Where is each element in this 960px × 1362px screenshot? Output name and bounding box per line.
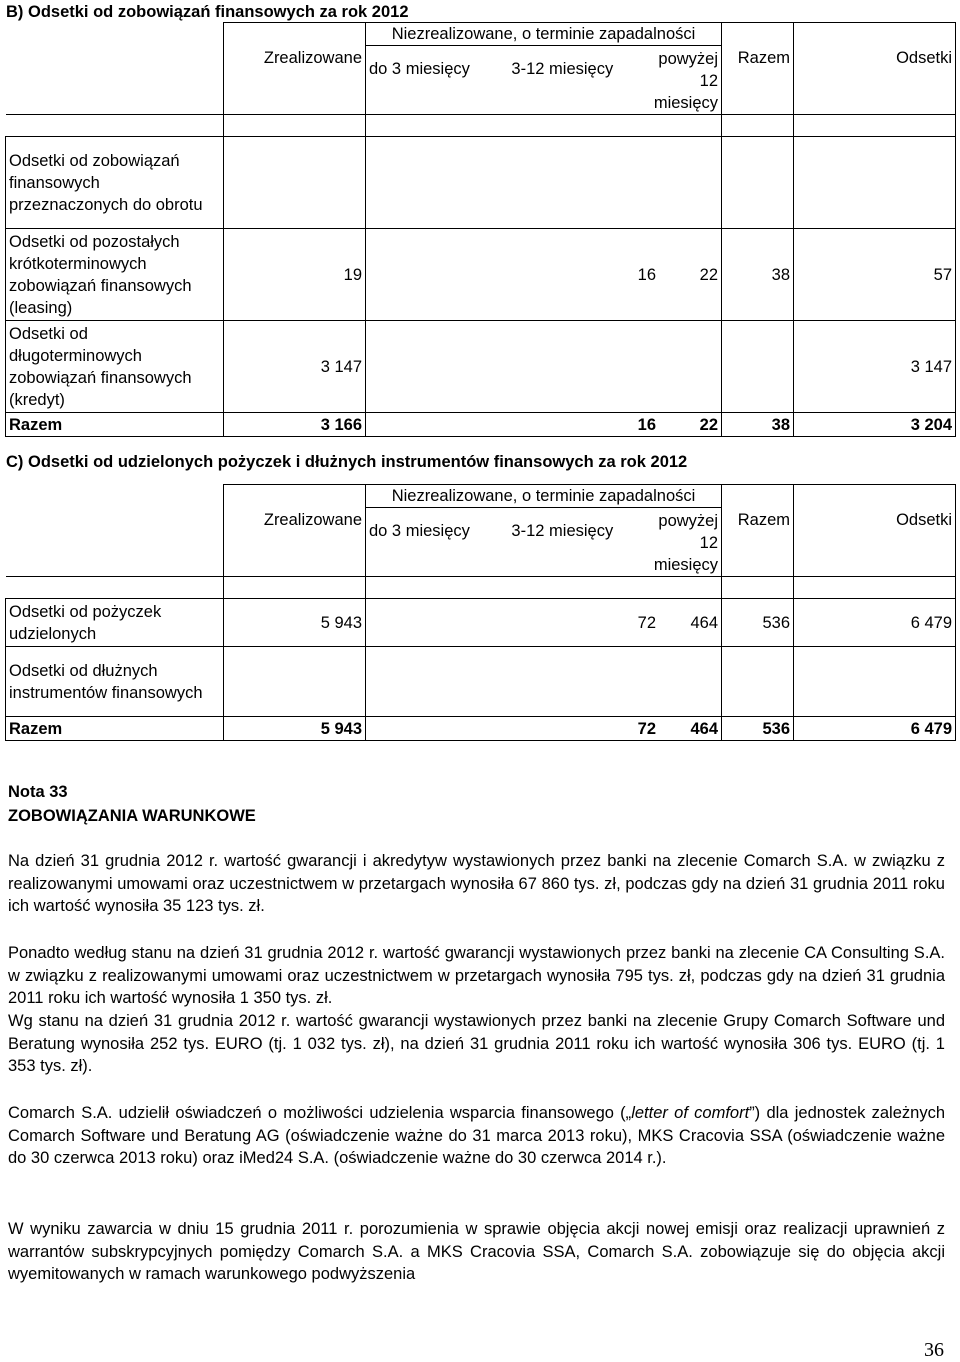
cell-zrealizowane: 3 147 <box>224 321 366 413</box>
section-b-title: B) Odsetki od zobowiązań finansowych za rok 2012 <box>6 3 409 21</box>
row-label: Odsetki od dłużnych instrumentów finansowych <box>6 647 224 717</box>
total-odsetki: 3 204 <box>794 413 956 437</box>
header-zrealizowane: Zrealizowane <box>224 23 366 115</box>
total-zrealizowane: 5 943 <box>224 717 366 741</box>
header-3-12: 3-12 miesięcy <box>511 60 614 78</box>
section-c-title: C) Odsetki od udzielonych pożyczek i dłużnych instrumentów finansowych za rok 2012 <box>6 453 688 471</box>
table-row <box>6 229 956 321</box>
table-row <box>6 599 956 647</box>
total-do3 <box>366 718 514 740</box>
table-header-row <box>6 23 956 115</box>
total-do3 <box>366 414 514 436</box>
header-3-12: 3-12 miesięcy <box>511 522 614 540</box>
nota-number: Nota 33 <box>8 783 68 801</box>
nota-heading: ZOBOWIĄZANIA WARUNKOWE <box>8 807 256 825</box>
total-odsetki: 6 479 <box>794 717 956 741</box>
cell-3-12: 16 <box>637 265 656 284</box>
header-razem: Razem <box>722 485 794 577</box>
cell-zrealizowane: 19 <box>224 229 366 321</box>
p4-letter-of-comfort: letter of comfort <box>631 1104 750 1122</box>
row-label: Odsetki od pozostałych krótkoterminowych zobowiązań finansowych (leasing) <box>6 229 224 321</box>
header-powyzej-line1: powyżej 12 <box>658 50 719 90</box>
row-label: Odsetki od pożyczek udzielonych <box>6 599 224 647</box>
total-3-12: 72 <box>637 719 656 738</box>
table-header-row <box>6 485 956 577</box>
cell-do3 <box>366 612 514 634</box>
total-zrealizowane: 3 166 <box>224 413 366 437</box>
page-number: 36 <box>924 1339 944 1361</box>
header-odsetki: Odsetki <box>794 23 956 115</box>
nota-paragraph-5: W wyniku zawarcia w dniu 15 grudnia 2011 r. porozumienia w sprawie objęcia akcji nowej emisji oraz realizacji uprawnień z warrantów subskrypcyjnych pomiędzy Comarch S.A. a MKS Cracovia SSA, Comarch S.A. zobowiązuje się do objęcia akcji wyemitowanych w ramach warunkowego podwyższenia <box>8 1220 945 1283</box>
cell-razem: 536 <box>722 599 794 647</box>
header-zrealizowane: Zrealizowane <box>224 485 366 577</box>
cell-do3 <box>366 264 514 286</box>
nota-paragraph-1: Na dzień 31 grudnia 2012 r. wartość gwarancji i akredytyw wystawionych przez banki na zlecenie Comarch S.A. w związku z realizowanymi umowami oraz uczestnictwem w przetargach wynosiła 67 860 tys. zł, podczas gdy na dzień 31 grudnia 2011 roku ich wartość wynosiła 35 123 tys. zł. <box>8 852 945 915</box>
table-total-row <box>6 413 956 437</box>
cell-odsetki: 57 <box>794 229 956 321</box>
total-label: Razem <box>6 413 224 437</box>
cell-odsetki: 3 147 <box>794 321 956 413</box>
header-do3: do 3 miesięcy <box>369 60 470 78</box>
cell-powyzej: 464 <box>690 613 719 632</box>
interest-loans-table <box>5 484 956 741</box>
header-powyzej-line2: miesięcy <box>653 556 719 574</box>
cell-odsetki: 6 479 <box>794 599 956 647</box>
header-niezrealizowane-group <box>366 485 722 577</box>
p4-text-after: ”) dla jednostek zależnych Comarch Software und Beratung AG (oświadczenie ważne do 31 marca 2013 roku), MKS Cracovia SSA (oświadczenie ważne do 30 czerwca 2013 roku) oraz iMed24 S.A. (oświadczenie ważne do 30 czerwca 2014 r.). <box>8 1104 946 1167</box>
row-label: Odsetki od długoterminowych zobowiązań finansowych (kredyt) <box>6 321 224 413</box>
cell-powyzej: 22 <box>699 265 719 284</box>
table-total-row <box>6 717 956 741</box>
cell-zrealizowane: 5 943 <box>224 599 366 647</box>
total-powyzej: 22 <box>699 415 719 434</box>
total-label: Razem <box>6 717 224 741</box>
header-niezrealizowane: Niezrealizowane, o terminie zapadalności <box>391 487 696 505</box>
total-razem: 536 <box>722 717 794 741</box>
total-razem: 38 <box>722 413 794 437</box>
interest-liabilities-table <box>5 22 956 437</box>
total-powyzej: 464 <box>690 719 719 738</box>
table-row <box>6 137 956 229</box>
header-do3: do 3 miesięcy <box>369 522 470 540</box>
header-odsetki: Odsetki <box>794 485 956 577</box>
table-row <box>6 321 956 413</box>
header-powyzej-line1: powyżej 12 <box>658 512 719 552</box>
header-niezrealizowane-group <box>366 23 722 115</box>
header-powyzej-line2: miesięcy <box>653 94 719 112</box>
total-3-12: 16 <box>637 415 656 434</box>
nota-paragraph-4 <box>8 1102 945 1170</box>
cell-razem: 38 <box>722 229 794 321</box>
table-row <box>6 647 956 717</box>
nota-paragraph-3: Wg stanu na dzień 31 grudnia 2012 r. wartość gwarancji wystawionych przez banki na zlecenie Grupy Comarch Software und Beratung wynosiła 252 tys. EURO (tj. 1 032 tys. zł), na dzień 31 grudnia 2011 roku ich wartość wynosiła 306 tys. EURO (tj. 1 353 tys. zł). <box>8 1012 945 1075</box>
header-niezrealizowane: Niezrealizowane, o terminie zapadalności <box>391 25 696 43</box>
header-razem: Razem <box>722 23 794 115</box>
p4-text-before: Comarch S.A. udzielił oświadczeń o możliwości udzielenia wsparcia finansowego („ <box>8 1104 632 1122</box>
nota-paragraph-2: Ponadto według stanu na dzień 31 grudnia 2012 r. wartość gwarancji wystawionych przez banki na zlecenie CA Consulting S.A. w związku z realizowanymi umowami oraz uczestnictwem w przetargach wynosiła 795 tys. zł, podczas gdy na dzień 31 grudnia 2011 roku ich wartość wynosiła 1 350 tys. zł. <box>8 944 945 1007</box>
cell-3-12: 72 <box>637 613 656 632</box>
row-label: Odsetki od zobowiązań finansowych przeznaczonych do obrotu <box>6 137 224 229</box>
